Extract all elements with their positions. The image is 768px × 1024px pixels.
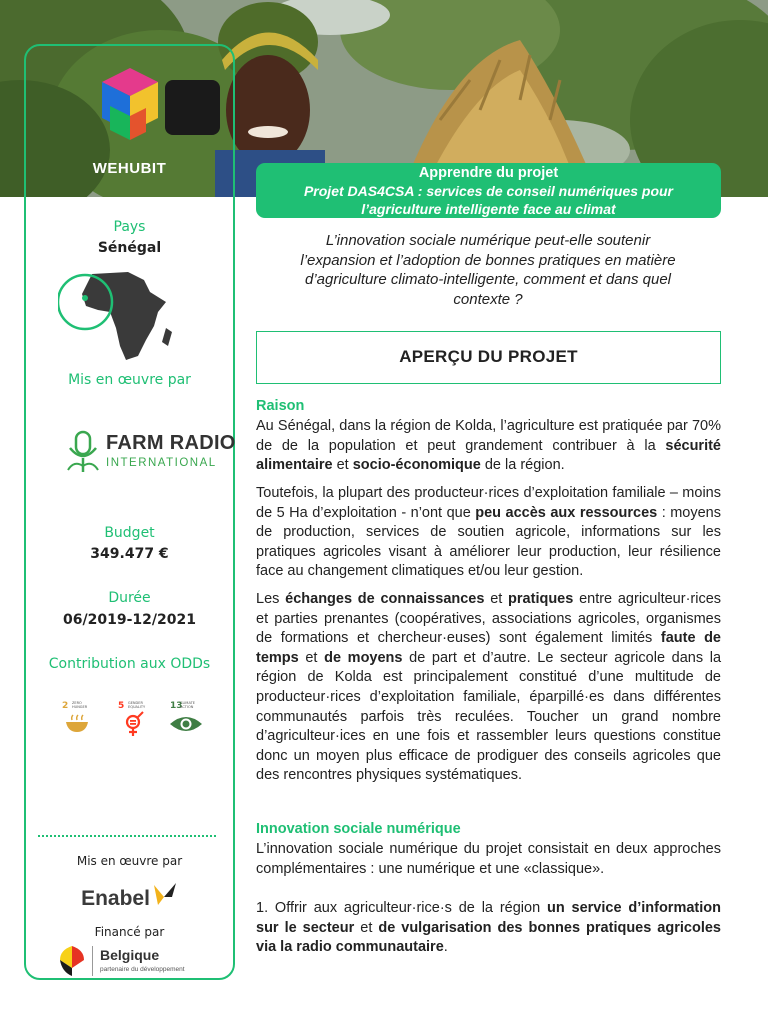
- innovation-paragraph-2: [256, 899, 721, 958]
- farm-radio-subname: INTERNATIONAL: [106, 457, 217, 469]
- sdg-label: Contribution aux ODDs: [48, 656, 211, 672]
- bowl-icon: [64, 714, 90, 734]
- country-value: Sénégal: [97, 240, 162, 256]
- question-line: d’agriculture climato-intelligente, comment et dans quel: [304, 271, 672, 288]
- duration-label: Durée: [108, 590, 151, 606]
- funded-by-label: Financé par: [94, 925, 165, 939]
- sdg-13-badge: [166, 698, 202, 738]
- implemented-by-label: Mis en œuvre par: [68, 372, 191, 388]
- belgique-name: Belgique: [100, 947, 160, 963]
- text-bold: de moyens: [324, 649, 403, 666]
- section-heading-raison: Raison: [256, 398, 305, 414]
- question-line: contexte ?: [453, 290, 523, 308]
- enabel-name: Enabel: [81, 887, 150, 910]
- text-run: Toutefois, la plupart des producteur·rices d’exploitation familiale – moins de 5 Ha d’exploitation - n’ont que: [256, 485, 721, 521]
- text-run: : moyens de production, services de soutien agricole, informations sur les pratiques agricoles visant à améliorer leur production, leur résilience face au changement climatiques et/ou leur gestion.: [256, 504, 721, 580]
- text-run: .: [443, 939, 448, 956]
- text-bold: de vulgarisation des bonnes pratiques agricoles via la radio communautaire: [256, 919, 721, 956]
- text-bold: socio-économique: [352, 457, 481, 474]
- sdg-5-badge: [114, 698, 150, 738]
- climate-eye-icon: [169, 714, 203, 734]
- wehubit-logo-text: WEHUBIT: [92, 160, 167, 177]
- belgian-flag-mark-icon: [58, 944, 86, 978]
- text-run: de part et d’autre. Le secteur agricole dans la région de Kolda est principalement constitué d’une multitude de producteur·rices d’exploitation familiale, éparpillé·es dans différentes communautés parfois très reculées. Toucher un grand nombre d’agriculteur·ices en une fois et rassembler leurs questions constitue donc un moyen plus efficace de prodiguer des conseils agricoles que des rencontres physiques systématiques.: [256, 649, 722, 784]
- text-bold: échanges de connaissances: [285, 591, 485, 607]
- sdg-caption: ZERO HUNGER: [72, 701, 88, 709]
- raison-paragraph-1: [256, 417, 721, 476]
- text-run: et: [354, 919, 379, 936]
- question-line: l’expansion et l’adoption de bonnes pratiques en matière: [300, 251, 676, 269]
- africa-map-icon: [58, 268, 178, 363]
- microphone-wheat-icon: [64, 430, 102, 474]
- banner-title: Apprendre du projet: [418, 165, 559, 181]
- text-run: et: [332, 457, 353, 474]
- enabel-mark-icon: [152, 883, 178, 907]
- text-bold: peu accès aux ressources: [475, 504, 658, 521]
- banner-subtitle-line2: l’agriculture intelligente face au climat: [361, 201, 616, 217]
- raison-paragraph-2: [256, 484, 721, 582]
- belgique-subtitle: partenaire du développement: [100, 966, 185, 973]
- farm-radio-logo: [64, 428, 236, 476]
- country-label: Pays: [113, 219, 146, 235]
- innovation-paragraph-1: L’innovation sociale numérique du projet consistait en deux approches complémentaires : une numérique et une «classique».: [256, 841, 721, 877]
- sdg-caption: CLIMATE ACTION: [180, 701, 195, 709]
- duration-value: 06/2019-12/2021: [63, 612, 196, 628]
- sdg-number: 13: [170, 701, 183, 711]
- implemented-by-label-2: Mis en œuvre par: [76, 854, 183, 868]
- text-run: et: [484, 591, 509, 607]
- belgique-logo: [56, 944, 196, 980]
- key-question: [262, 231, 714, 309]
- gender-equality-icon: [122, 711, 146, 737]
- overview-title-box: APERÇU DU PROJET: [256, 331, 721, 384]
- budget-label: Budget: [104, 525, 155, 541]
- text-run: Au Sénégal, dans la région de Kolda, l’agriculture est pratiquée par 70% de de la population et peut grandement contribuer à la: [256, 418, 721, 454]
- text-bold: un service d’information sur le secteur: [256, 900, 721, 936]
- text-run: 1. Offrir aux agriculteur·rice·s de la région: [256, 900, 547, 916]
- sdg-caption: GENDER EQUALITY: [128, 701, 146, 709]
- farm-radio-name: FARM RADIO: [106, 432, 236, 454]
- budget-value: 349.477 €: [90, 546, 169, 562]
- sdg-number: 5: [118, 701, 125, 711]
- question-line: L’innovation sociale numérique peut-elle soutenir: [325, 232, 651, 249]
- sdg-2-badge: [58, 698, 94, 738]
- section-heading-innovation: Innovation sociale numérique: [256, 821, 461, 837]
- enabel-logo-text: [24, 883, 235, 911]
- text-bold: pratiques: [508, 591, 574, 607]
- text-run: Les: [256, 591, 286, 607]
- sdg-number: 2: [62, 701, 69, 711]
- banner-subtitle-line1: Projet DAS4CSA : services de conseil numériques pour: [303, 183, 674, 199]
- text-bold: faute de temps: [256, 630, 721, 666]
- header-banner: [256, 163, 721, 218]
- logo-separator: [92, 946, 93, 976]
- sidebar-panel: [24, 44, 235, 980]
- text-run: et: [298, 649, 325, 666]
- sdg-icons: [52, 698, 212, 738]
- text-bold: sécurité alimentaire: [256, 437, 721, 474]
- divider: [38, 835, 216, 837]
- text-run: entre agriculteur·rices et parties prenantes (coopératives, associations agricoles, organismes de formations et chercheur·euses) sont également limités: [256, 591, 722, 647]
- raison-paragraph-3: [256, 590, 721, 786]
- text-run: de la région.: [480, 457, 565, 474]
